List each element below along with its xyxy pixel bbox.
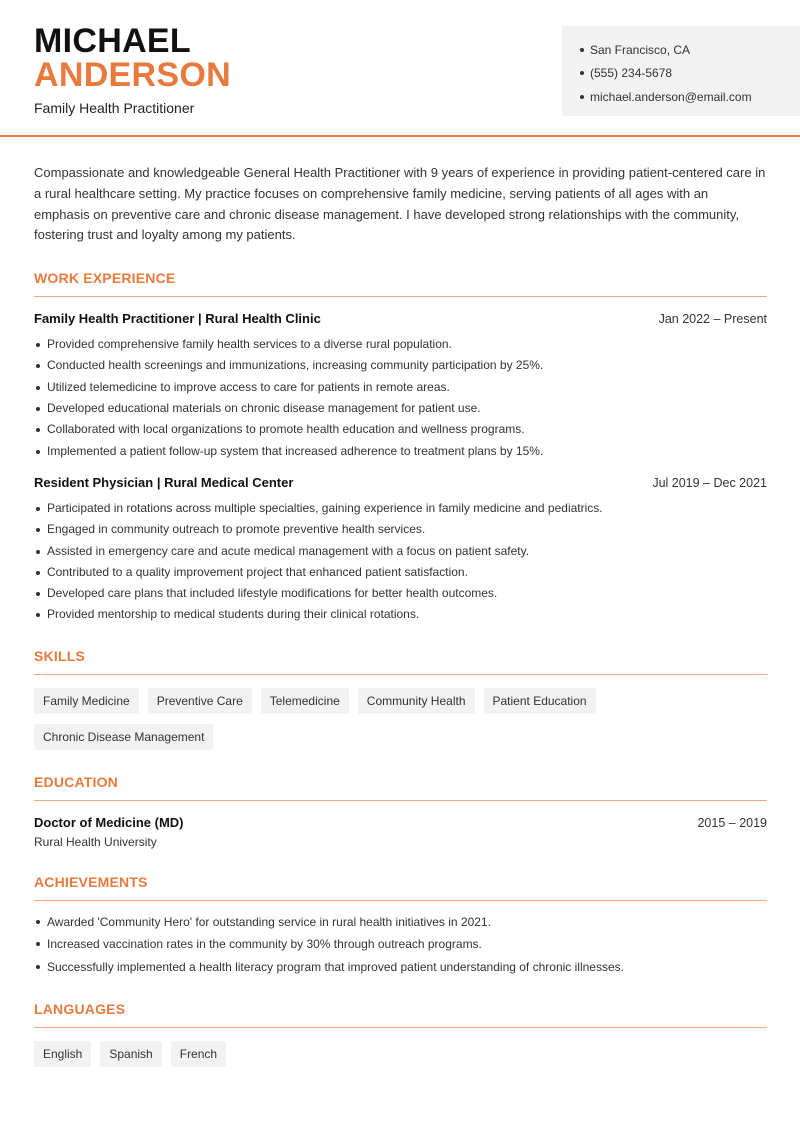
- bullet-icon: [580, 95, 584, 99]
- skill-chip: Patient Education: [484, 688, 596, 714]
- summary-paragraph: Compassionate and knowledgeable General Health Practitioner with 9 years of experience in providing patient-centered care in a rural healthcare setting. My practice focuses on comprehensive family medicine, serving patients of all ages with an emphasis on preventive care and chronic disease management. I have developed strong relationships with the community, fostering trust and loyalty among my patients.: [34, 165, 766, 243]
- list-item: Engaged in community outreach to promote preventive health services.: [34, 519, 767, 540]
- skills-chips: [34, 688, 767, 750]
- section-title-work: WORK EXPERIENCE: [34, 270, 767, 297]
- achievements-section: [34, 874, 767, 979]
- last-name: ANDERSON: [34, 56, 231, 94]
- skill-chip: Preventive Care: [148, 688, 252, 714]
- language-chip: Spanish: [100, 1041, 161, 1067]
- list-item: Provided mentorship to medical students during their clinical rotations.: [34, 604, 767, 625]
- section-title-education: EDUCATION: [34, 774, 767, 801]
- first-name: MICHAEL: [34, 22, 191, 60]
- list-item: Developed care plans that included lifestyle modifications for better health outcomes.: [34, 583, 767, 604]
- contact-location: [580, 38, 800, 62]
- language-chip: English: [34, 1041, 91, 1067]
- skill-chip: Family Medicine: [34, 688, 139, 714]
- list-item: Participated in rotations across multiple specialties, gaining experience in family medicine and pediatrics.: [34, 498, 767, 519]
- language-chips: [34, 1041, 767, 1067]
- job-dates: Jul 2019 – Dec 2021: [652, 475, 767, 490]
- bullet-icon: [580, 48, 584, 52]
- list-item: Provided comprehensive family health services to a diverse rural population.: [34, 334, 767, 355]
- job-dates: Jan 2022 – Present: [658, 312, 767, 327]
- email-text[interactable]: michael.anderson@email.com: [590, 89, 752, 104]
- list-item: Successfully implemented a health literacy program that improved patient understanding of chronic illnesses.: [34, 956, 767, 979]
- list-item: Developed educational materials on chronic disease management for patient use.: [34, 398, 767, 419]
- skill-chip: Community Health: [358, 688, 475, 714]
- degree-name: Doctor of Medicine (MD): [34, 814, 184, 830]
- education-section: [34, 774, 767, 849]
- achievements-list: [34, 911, 767, 979]
- list-item: Collaborated with local organizations to promote health education and wellness programs.: [34, 419, 767, 440]
- phone-text: (555) 234-5678: [590, 66, 673, 81]
- job-bullets: [34, 334, 767, 462]
- school-name: Rural Health University: [34, 834, 157, 849]
- skill-chip: Telemedicine: [261, 688, 349, 714]
- resume-body: [34, 137, 767, 1067]
- section-title-languages: LANGUAGES: [34, 1001, 767, 1028]
- languages-section: [34, 1001, 767, 1067]
- list-item: Conducted health screenings and immunizations, increasing community participation by 25%.: [34, 355, 767, 376]
- list-item: Implemented a patient follow-up system that increased adherence to treatment plans by 15%.: [34, 441, 767, 462]
- job-heading: Family Health Practitioner | Rural Health Clinic: [34, 311, 321, 327]
- list-item: Assisted in emergency care and acute medical management with a focus on patient safety.: [34, 541, 767, 562]
- list-item: Contributed to a quality improvement project that enhanced patient satisfaction.: [34, 562, 767, 583]
- skills-section: [34, 648, 767, 750]
- contact-phone: [580, 62, 800, 86]
- location-text: San Francisco, CA: [590, 42, 691, 57]
- work-experience-section: [34, 270, 767, 626]
- contact-email: [580, 85, 800, 109]
- skill-chip: Chronic Disease Management: [34, 724, 213, 750]
- job-entry: [34, 311, 767, 462]
- contact-box: [562, 26, 800, 116]
- job-title: Family Health Practitioner: [34, 100, 195, 116]
- section-title-skills: SKILLS: [34, 648, 767, 675]
- list-item: Increased vaccination rates in the community by 30% through outreach programs.: [34, 933, 767, 956]
- job-entry: [34, 475, 767, 626]
- list-item: Awarded 'Community Hero' for outstanding service in rural health initiatives in 2021.: [34, 911, 767, 934]
- resume-header: [0, 0, 800, 137]
- language-chip: French: [171, 1041, 226, 1067]
- section-title-achievements: ACHIEVEMENTS: [34, 874, 767, 901]
- education-dates: 2015 – 2019: [697, 815, 767, 830]
- bullet-icon: [580, 71, 584, 75]
- job-bullets: [34, 498, 767, 626]
- list-item: Utilized telemedicine to improve access to care for patients in remote areas.: [34, 377, 767, 398]
- job-heading: Resident Physician | Rural Medical Center: [34, 474, 294, 490]
